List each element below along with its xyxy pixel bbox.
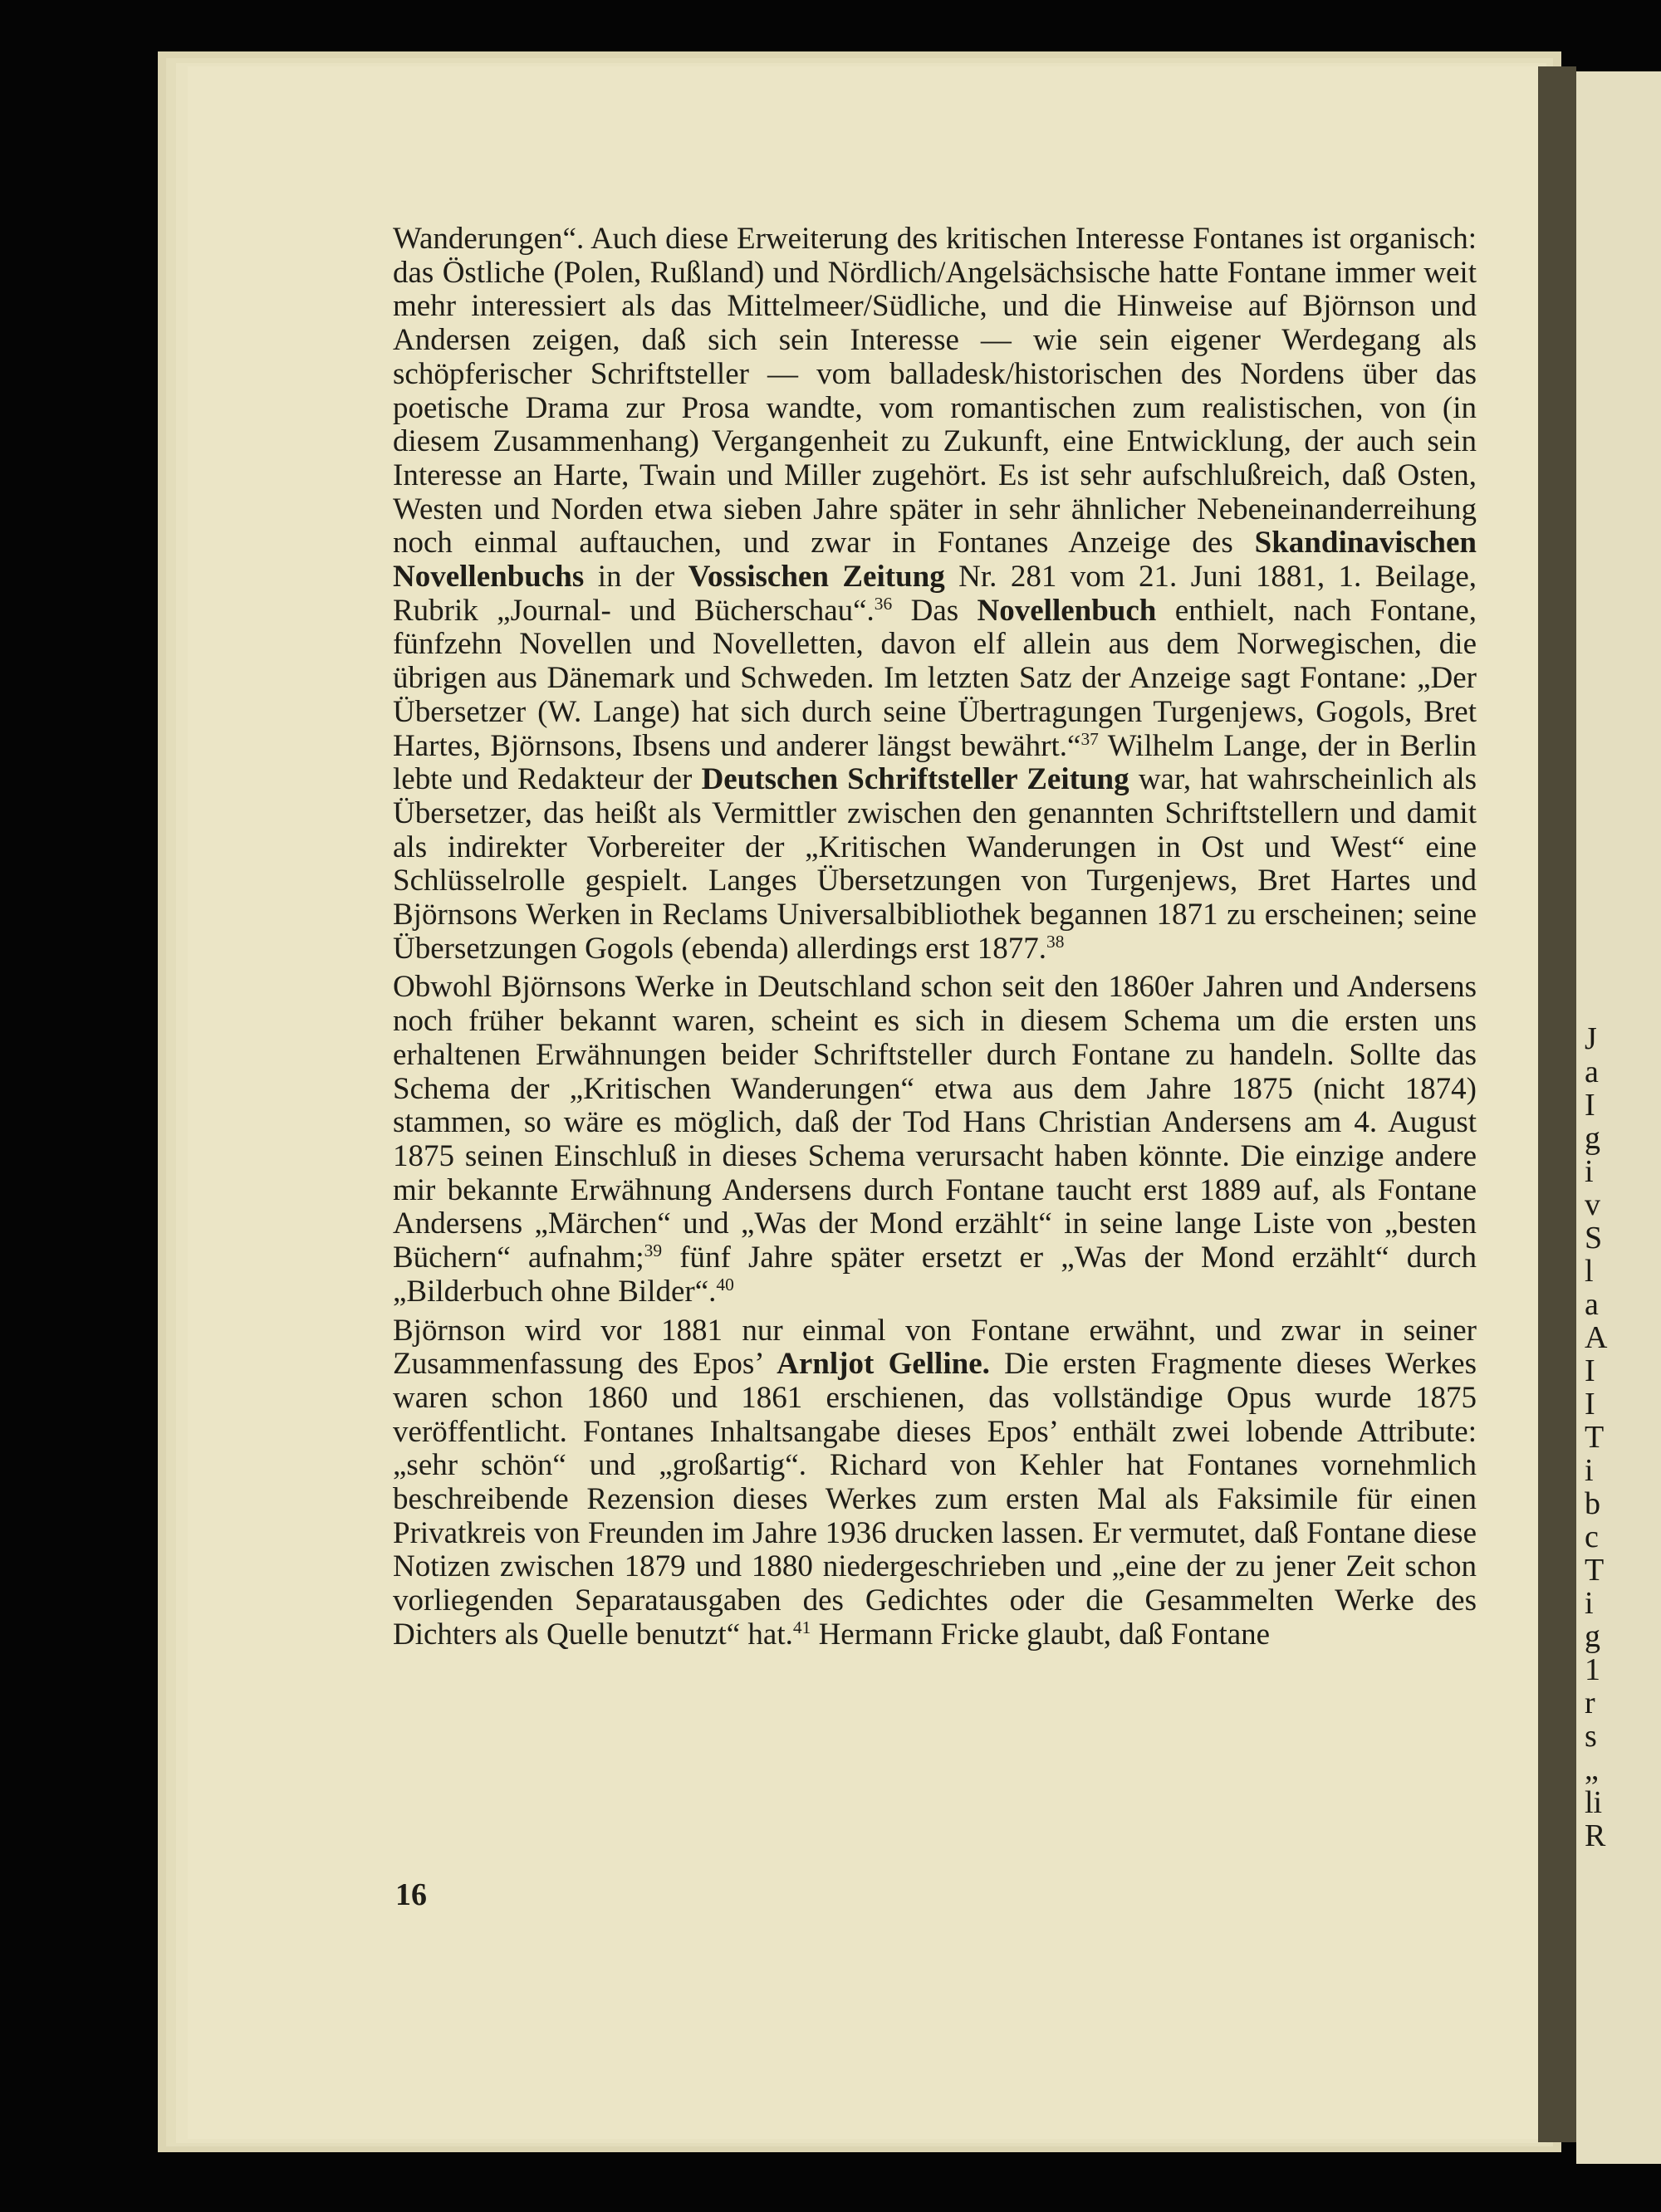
facing-page-fragment: i [1585,1155,1594,1188]
facing-page-fragment: r [1585,1686,1595,1720]
footnote-marker: 38 [1046,931,1065,952]
title-reference: Arnljot Gelline. [777,1347,990,1382]
footnote-marker: 40 [716,1274,734,1294]
text-run: Björnson wird vor 1881 nur einmal von Fontane erwähnt, und zwar in seiner Zusammenfassung des Epos’ [393,1313,1477,1382]
facing-page-fragment: i [1585,1587,1594,1620]
page-number: 16 [395,1877,427,1912]
paragraph [393,223,1477,966]
paragraph [393,971,1477,1309]
text-run: enthielt, nach Fontane, fünfzehn Novellen und Novelletten, davon elf allein aus dem Norwegischen, die übrigen aus Dänemark und Schweden. Im letzten Satz der Anzeige sagt Fontane: „Der Übersetzer (W. Lange) hat sich durch seine Übertragungen Turgenjews, Gogols, Bret Hartes, Björnsons, Ibsens und anderer längst bewährt.“ [393,593,1477,763]
text-run: Das [892,593,977,628]
facing-page-fragment: i [1585,1454,1594,1487]
facing-page-text-fragments [1585,1022,1659,1852]
facing-page-fragment: li [1585,1786,1603,1819]
facing-page-fragment: b [1585,1487,1600,1520]
title-reference: Skandinavischen Novellenbuchs [393,526,1477,595]
facing-page-fragment: T [1585,1554,1605,1587]
facing-page-fragment: I [1585,1354,1595,1387]
text-run: Hermann Fricke glaubt, daß Fontane [811,1617,1271,1652]
text-run: Wilhelm Lange, der in Berlin lebte und Redakteur der [393,728,1477,797]
facing-page-fragment: „ [1585,1753,1599,1786]
text-run: Wanderungen“. Auch diese Erweiterung des kritischen Interesse Fontanes ist organisch: das Östliche (Polen, Rußland) und Nördlich/Angelsächsische hatte Fontane immer weit mehr interessiert als das Mittelmeer/Südliche, und die Hinweise auf Björnson und Andersen zeigen, daß sich sein Interesse — wie sein eigener Werdegang als schöpferischer Schriftsteller — vom balladesk/historischen des Nordens über das poetische Drama zur Prosa wandte, vom romantischen zum realistischen, von (in diesem Zusammenhang) Vergangenheit zu Zukunft, eine Entwicklung, der auch sein Interesse an Harte, Twain und Miller zugehört. Es ist sehr aufschlußreich, daß Osten, Westen und Norden etwa sieben Jahre später in sehr ähnlicher Nebeneinanderreihung noch einmal auftauchen, und zwar in Fontanes Anzeige des [393,222,1477,560]
text-run: Nr. 281 vom 21. Juni 1881, 1. Beilage, Rubrik „Journal- und Bücherschau“. [393,560,1477,628]
book-gutter [1538,66,1576,2142]
facing-page-fragment: a [1585,1288,1599,1321]
text-run: in der [584,560,688,595]
paragraph [393,1314,1477,1652]
facing-page-fragment: l [1585,1255,1594,1288]
facing-page-fragment: c [1585,1520,1599,1554]
title-reference: Novellenbuch [977,593,1157,628]
facing-page-fragment: 1 [1585,1653,1600,1686]
facing-page-fragment: J [1585,1022,1597,1055]
facing-page-fragment: I [1585,1089,1595,1122]
facing-page-fragment: A [1585,1321,1608,1354]
facing-page-fragment: R [1585,1819,1606,1852]
title-reference: Deutschen Schriftsteller Zeitung [701,762,1129,797]
facing-page-fragment: S [1585,1221,1603,1255]
text-run: war, hat wahrscheinlich als Übersetzer, das heißt als Vermittler zwischen den genannten Schriftstellern und damit als indirekter Vorbereiter der „Kritischen Wanderungen in Ost und West“ eine Schlüsselrolle gespielt. Langes Übersetzungen von Turgenjews, Bret Hartes und Björnsons Werken in Reclams Universalbibliothek begannen 1871 zu erscheinen; seine Übersetzungen Gogols (ebenda) allerdings erst 1877. [393,762,1477,966]
footnote-marker: 36 [874,593,893,614]
footnote-marker: 41 [792,1617,811,1637]
body-text [393,223,1477,1652]
title-reference: Vossischen Zeitung [688,560,945,595]
footnote-marker: 37 [1080,728,1099,749]
facing-page-fragment: a [1585,1055,1599,1089]
facing-page-edge [1576,71,1661,2164]
facing-page-fragment: s [1585,1720,1597,1753]
facing-page-fragment: g [1585,1122,1600,1155]
facing-page-fragment: v [1585,1188,1600,1221]
facing-page-fragment: g [1585,1620,1600,1653]
text-run: Die ersten Fragmente dieses Werkes waren schon 1860 und 1861 erschienen, das vollständige Opus wurde 1875 veröffentlicht. Fontanes Inhaltsangabe dieses Epos’ enthält zwei lobende Attribute: „sehr schön“ und „großartig“. Richard von Kehler hat Fontanes vornehmlich beschreibende Rezension dieses Werkes zum ersten Mal als Faksimile für einen Privatkreis von Freunden im Jahre 1936 drucken lassen. Er vermutet, daß Fontane diese Notizen zwischen 1879 und 1880 niedergeschrieben und „eine der zu jener Zeit schon vorliegenden Separatausgaben des Gedichtes oder die Gesammelten Werke des Dichters als Quelle benutzt“ hat. [393,1347,1477,1652]
facing-page-fragment: T [1585,1421,1605,1454]
text-run: fünf Jahre später ersetzt er „Was der Mond erzählt“ durch „Bilderbuch ohne Bilder“. [393,1241,1477,1309]
footnote-marker: 39 [644,1241,663,1261]
facing-page-fragment: I [1585,1387,1595,1421]
text-run: Obwohl Björnsons Werke in Deutschland schon seit den 1860er Jahren und Andersens noch früher bekannt waren, scheint es sich in diesem Schema um die ersten uns erhaltenen Erwähnungen beider Schriftsteller durch Fontane zu handeln. Sollte das Schema der „Kritischen Wanderungen“ etwa aus dem Jahre 1875 (nicht 1874) stammen, so wäre es möglich, daß der Tod Hans Christian Andersens am 4. August 1875 seinen Einschluß in dieses Schema verursacht haben könnte. Die einzige andere mir bekannte Erwähnung Andersens durch Fontane taucht erst 1889 auf, als Fontane Andersens „Märchen“ und „Was der Mond erzählt“ in seine lange Liste von „besten Büchern“ aufnahm; [393,970,1477,1275]
